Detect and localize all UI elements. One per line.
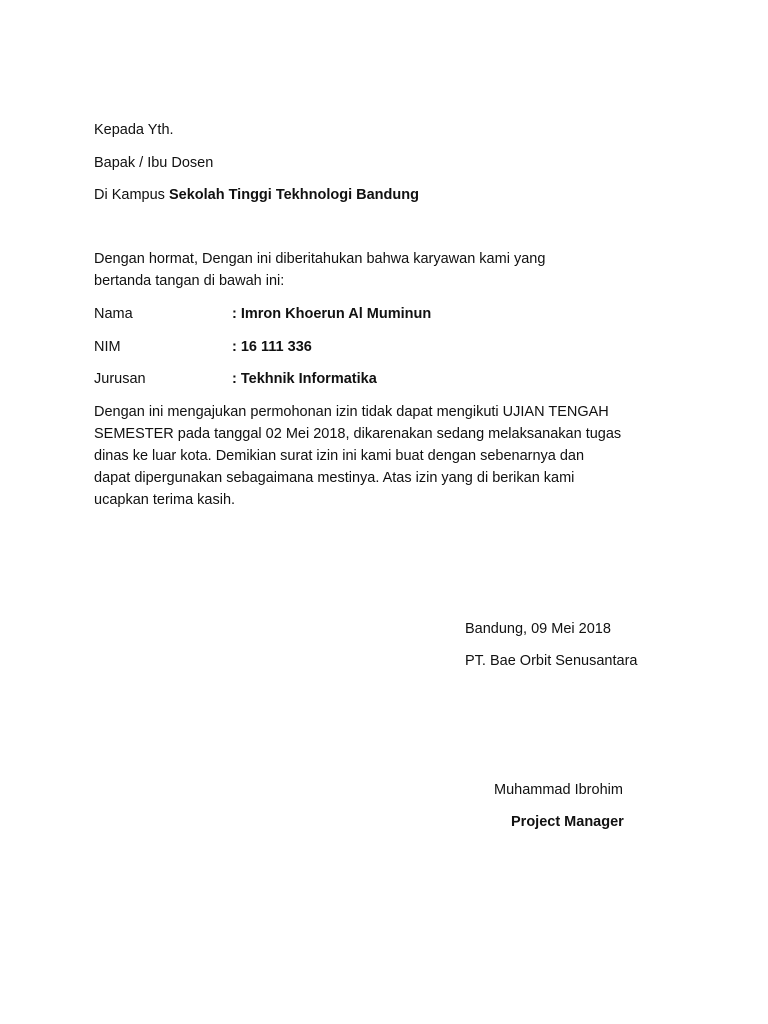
field-value-jurusan: : Tekhnik Informatika	[232, 371, 377, 387]
closing-company: PT. Bae Orbit Senusantara	[465, 653, 638, 669]
recipient-line-3	[94, 185, 419, 206]
field-label-jurusan: Jurusan	[94, 371, 146, 387]
body-line-1: Dengan ini mengajukan permohonan izin tidak dapat mengikuti UJIAN TENGAH	[94, 404, 609, 420]
recipient-line-2: Bapak / Ibu Dosen	[94, 155, 214, 171]
field-label-nim: NIM	[94, 339, 121, 355]
field-value-nim: : 16 111 336	[232, 339, 312, 355]
body-line-2: SEMESTER pada tanggal 02 Mei 2018, dikarenakan sedang melaksanakan tugas	[94, 426, 622, 442]
body-line-3: dinas ke luar kota. Demikian surat izin ini kami buat dengan sebenarnya dan	[94, 448, 585, 464]
recipient-location-prefix: Di Kampus	[94, 187, 169, 203]
closing-place-date: Bandung, 09 Mei 2018	[465, 621, 611, 637]
recipient-institution: Sekolah Tinggi Tekhnologi Bandung	[168, 187, 419, 203]
signer-name: Muhammad Ibrohim	[494, 782, 623, 798]
field-value-nama: : Imron Khoerun Al Muminun	[232, 306, 432, 322]
opening-line-1: Dengan hormat, Dengan ini diberitahukan bahwa karyawan kami yang	[94, 251, 546, 267]
field-label-nama: Nama	[94, 306, 133, 322]
opening-line-2: bertanda tangan di bawah ini:	[94, 273, 285, 289]
body-line-4: dapat dipergunakan sebagaimana mestinya. Atas izin yang di berikan kami	[94, 470, 575, 486]
body-line-5: ucapkan terima kasih.	[94, 492, 236, 508]
recipient-line-1: Kepada Yth.	[94, 122, 174, 138]
signer-title: Project Manager	[511, 814, 624, 830]
